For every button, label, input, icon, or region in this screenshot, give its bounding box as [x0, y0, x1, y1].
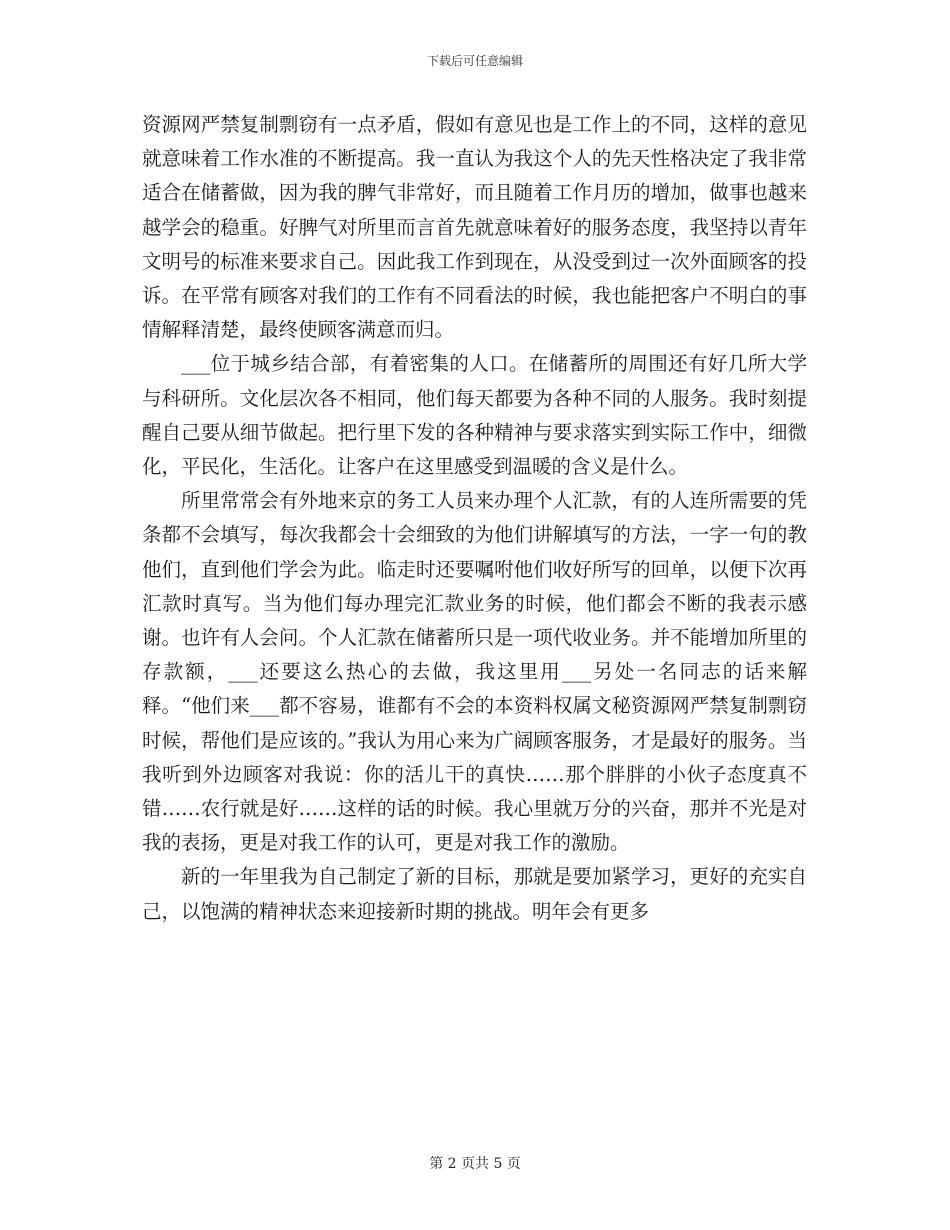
paragraph-2: ___位于城乡结合部，有着密集的人口。在储蓄所的周围还有好几所大学与科研所。文化层次各不相同，他们每天都要为各种不同的人服务。我时刻提醒自己要从细节做起。把行里下发的各种精神与要求落实到实际工作中，细微化，平民化，生活化。让客户在这里感受到温暖的含义是什么。: [142, 352, 807, 479]
document-body: [142, 108, 807, 929]
page-header: [0, 52, 950, 69]
paragraph-1: 资源网严禁复制剽窃有一点矛盾，假如有意见也是工作上的不同，这样的意见就意味着工作水准的不断提高。我一直认为我这个人的先天性格决定了我非常适合在储蓄做，因为我的脾气非常好，而且随着工作月历的增加，做事也越来越学会的稳重。好脾气对所里而言首先就意味着好的服务态度，我坚持以青年文明号的标准来要求自己。因此我工作到现在，从没受到过一次外面顾客的投诉。在平常有顾客对我们的工作有不同看法的时候，我也能把客户不明白的事情解释清楚，最终使顾客满意而归。: [142, 113, 807, 342]
page-number: 第 2 页共 5 页: [429, 1156, 521, 1172]
header-note: 下载后可任意编辑: [426, 54, 523, 68]
paragraph-3: 所里常常会有外地来京的务工人员来办理个人汇款，有的人连所需要的凭条都不会填写，每次我都会十会细致的为他们讲解填写的方法，一字一句的教他们，直到他们学会为此。临走时还要嘱咐他们收好所写的回单，以便下次再汇款时真写。当为他们每办理完汇款业务的时候，他们都会不断的我表示感谢。也许有人会问。个人汇款在储蓄所只是一项代收业务。并不能增加所里的存款额，___还要这么热心的去做，我这里用___另处一名同志的话来解释。“他们来___都不容易，谁都有不会的本资料权属文秘资源网严禁复制剽窃时候，帮他们是应该的。”我认为用心来为广阔顾客服务，才是最好的服务。当我听到外边顾客对我说：你的活儿干的真快……那个胖胖的小伙子态度真不错……农行就是好……这样的话的时候。我心里就万分的兴奋，那并不光是对我的表扬，更是对我工作的认可，更是对我工作的激励。: [142, 489, 807, 855]
page-footer: [0, 1153, 950, 1173]
paragraph-4: 新的一年里我为自己制定了新的目标，那就是要加紧学习，更好的充实自己，以饱满的精神状态来迎接新时期的挑战。明年会有更多: [142, 865, 807, 923]
